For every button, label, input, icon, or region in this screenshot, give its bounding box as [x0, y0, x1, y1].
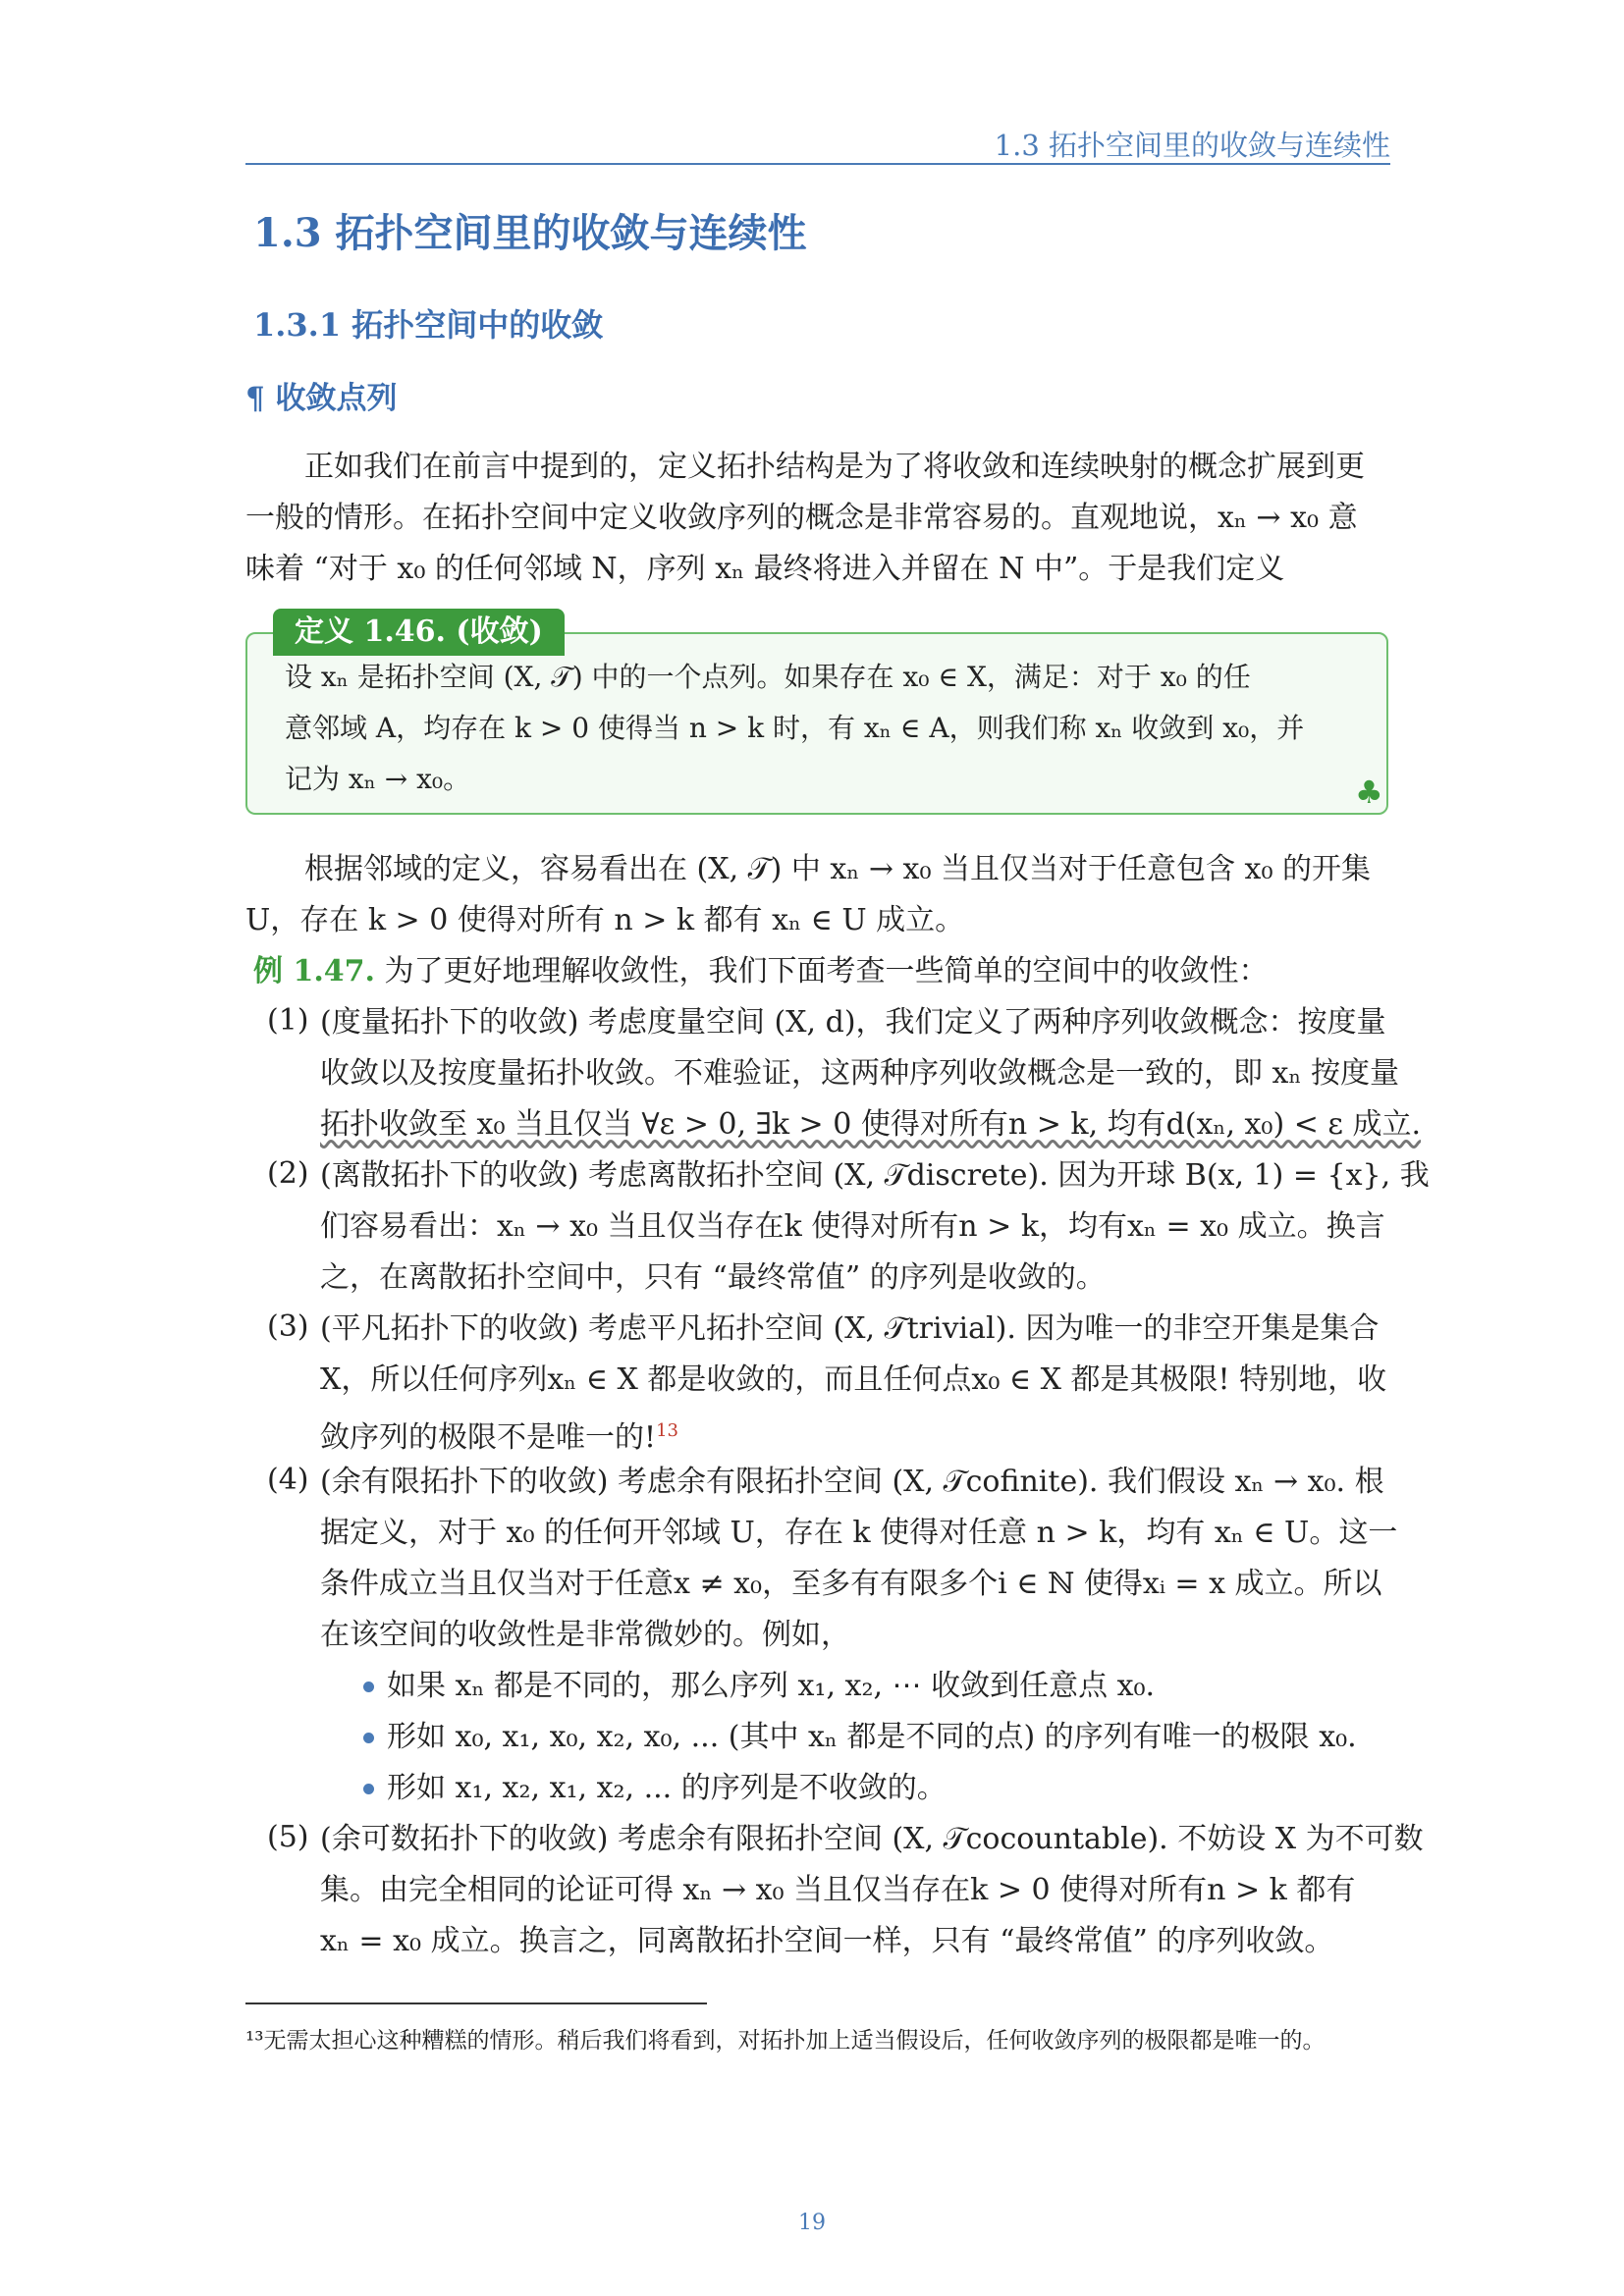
body-line: 根据邻域的定义，容易看出在 (X, 𝒯) 中 xₙ → x₀ 当且仅当对于任意包含 x₀ 的开集: [304, 852, 1372, 886]
intro-line: 味着 “对于 x₀ 的任何邻域 N，序列 xₙ 最终将进入并留在 N 中”。于是我们定义: [245, 552, 1285, 586]
item-line: (平凡拓扑下的收敛) 考虑平凡拓扑空间 (X, 𝒯trivial). 因为唯一的非空开集是集合: [320, 1311, 1380, 1346]
subsection-title: 1.3.1 拓扑空间中的收敛: [253, 306, 604, 344]
example-line: [253, 952, 1269, 991]
item-number: (1): [267, 1003, 309, 1038]
item-line-text: 敛序列的极限不是唯一的!: [320, 1420, 657, 1455]
item-line: [320, 1412, 678, 1458]
running-header: [245, 124, 1390, 165]
item-line: (余可数拓扑下的收敛) 考虑余有限拓扑空间 (X, 𝒯cocountable). 不妨设 X 为不可数: [320, 1822, 1424, 1856]
footnote: ¹³无需太担心这种糟糕的情形。稍后我们将看到，对拓扑加上适当假设后，任何收敛序列的极限都是唯一的。: [245, 2028, 1326, 2054]
page-number: 19: [798, 2211, 826, 2235]
footnote-mark[interactable]: 13: [656, 1420, 678, 1441]
bullet-text: 如果 xₙ 都是不同的，那么序列 x₁, x₂, ⋯ 收敛到任意点 x₀.: [387, 1669, 1156, 1703]
bullet-icon: [363, 1733, 374, 1743]
item-line: 在该空间的收敛性是非常微妙的。例如，: [320, 1618, 850, 1652]
item-line: 收敛以及按度量拓扑收敛。不难验证，这两种序列收敛概念是一致的，即 xₙ 按度量: [320, 1056, 1399, 1091]
item-line: 集。由完全相同的论证可得 xₙ → x₀ 当且仅当存在k > 0 使得对所有n > k 都有: [320, 1873, 1356, 1907]
intro-line: 一般的情形。在拓扑空间中定义收敛序列的概念是非常容易的。直观地说，xₙ → x₀ 意: [245, 501, 1358, 535]
club-icon: ♣: [1355, 774, 1383, 811]
bullet-text: 形如 x₁, x₂, x₁, x₂, ... 的序列是不收敛的。: [387, 1771, 947, 1805]
item-line: (余有限拓扑下的收敛) 考虑余有限拓扑空间 (X, 𝒯cofinite). 我们假设 xₙ → x₀. 根: [320, 1465, 1384, 1499]
example-text: 为了更好地理解收敛性，我们下面考查一些简单的空间中的收敛性：: [384, 954, 1269, 988]
definition-line: 意邻域 A，均存在 k > 0 使得当 n > k 时，有 xₙ ∈ A，则我们称 xₙ 收敛到 x₀，并: [285, 712, 1305, 744]
paragraph-heading: ¶ 收敛点列: [245, 381, 398, 416]
bullet-icon: [363, 1784, 374, 1794]
item-line: 据定义，对于 x₀ 的任何开邻域 U，存在 k 使得对任意 n > k，均有 xₙ ∈ U。这一: [320, 1516, 1398, 1550]
item-line: (度量拓扑下的收敛) 考虑度量空间 (X, d)，我们定义了两种序列收敛概念：按度量: [320, 1005, 1386, 1040]
footnote-rule: [245, 2002, 707, 2004]
bullet-text: 形如 x₀, x₁, x₀, x₂, x₀, ... (其中 xₙ 都是不同的点) 的序列有唯一的极限 x₀.: [387, 1720, 1357, 1754]
item-number: (3): [267, 1309, 309, 1344]
item-number: (5): [267, 1820, 309, 1854]
item-line: 之，在离散拓扑空间中，只有 “最终常值” 的序列是收敛的。: [320, 1260, 1106, 1295]
bullet-icon: [363, 1682, 374, 1692]
item-number: (2): [267, 1156, 309, 1191]
body-line: U，存在 k > 0 使得对所有 n > k 都有 xₙ ∈ U 成立。: [245, 903, 965, 937]
section-title: 1.3 拓扑空间里的收敛与连续性: [253, 210, 807, 256]
item-line: xₙ = x₀ 成立。换言之，同离散拓扑空间一样，只有 “最终常值” 的序列收敛。: [320, 1924, 1334, 1958]
item-line: (离散拓扑下的收敛) 考虑离散拓扑空间 (X, 𝒯discrete). 因为开球 B(x, 1) = {x}, 我: [320, 1158, 1430, 1193]
definition-line: 记为 xₙ → x₀。: [285, 763, 471, 795]
running-header-text: 1.3 拓扑空间里的收敛与连续性: [994, 129, 1390, 162]
item-line: X，所以任何序列xₙ ∈ X 都是收敛的，而且任何点x₀ ∈ X 都是其极限! 特别地，收: [320, 1362, 1387, 1397]
item-line: 们容易看出：xₙ → x₀ 当且仅当存在k 使得对所有n > k，均有xₙ = x₀ 成立。换言: [320, 1209, 1385, 1244]
definition-label: 定义 1.46. (收敛): [273, 609, 565, 656]
item-line: 条件成立当且仅当对于任意x ≠ x₀，至多有有限多个i ∈ ℕ 使得xᵢ = x 成立。所以: [320, 1567, 1382, 1601]
definition-line: 设 xₙ 是拓扑空间 (X, 𝒯) 中的一个点列。如果存在 x₀ ∈ X，满足：对于 x₀ 的任: [285, 661, 1251, 693]
intro-line: 正如我们在前言中提到的，定义拓扑结构是为了将收敛和连续映射的概念扩展到更: [304, 450, 1365, 484]
item-number: (4): [267, 1463, 309, 1497]
item-line: 拓扑收敛至 x₀ 当且仅当 ∀ε > 0, ∃k > 0 使得对所有n > k, 均有d(xₙ, x₀) < ε 成立.: [320, 1107, 1421, 1142]
example-label: 例 1.47.: [253, 954, 375, 988]
